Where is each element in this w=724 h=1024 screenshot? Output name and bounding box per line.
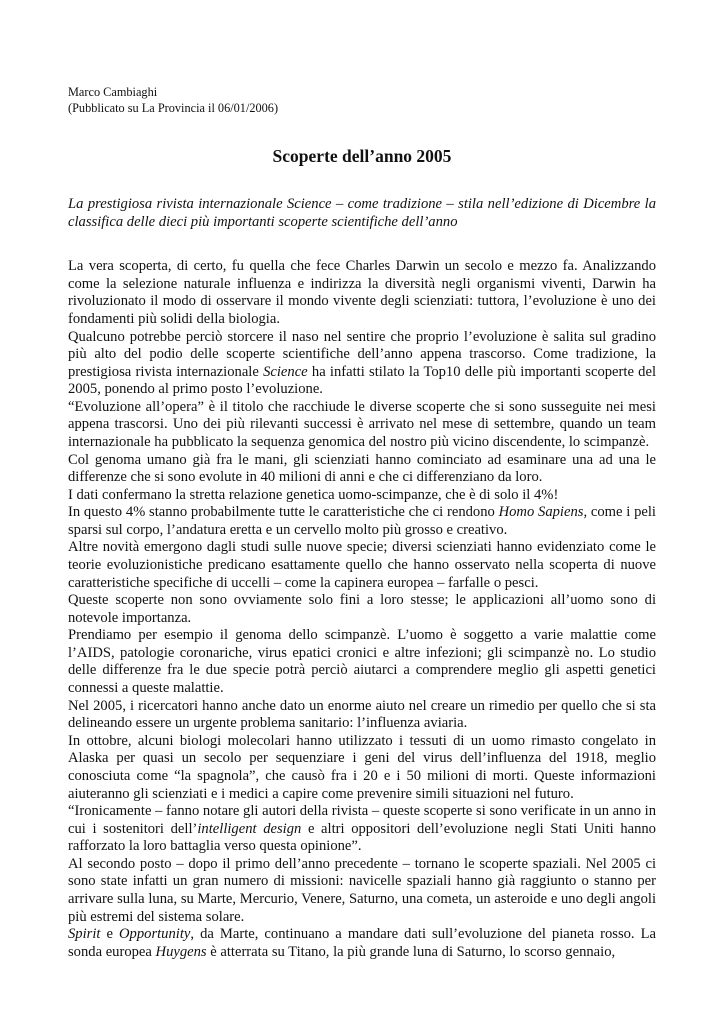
- paragraph: Altre novità emergono dagli studi sulle nuove specie; diversi scienziati hanno evidenziato come le teorie evoluzionistiche predicano esattamente quello che hanno osservato nella scoperta di nuove caratteristiche specifiche di uccelli – come la capinera europea – farfalle o pesci.: [68, 539, 656, 591]
- rover-name-spirit: Spirit: [68, 926, 101, 943]
- paragraph: Col genoma umano già fra le mani, gli scienziati hanno cominciato ad esaminare una ad una le differenze che si sono evolute in 40 milioni di anni e che ci differenziano da loro.: [68, 451, 656, 486]
- paragraph: Qualcuno potrebbe perciò storcere il naso nel sentire che proprio l’evoluzione è salita sul gradino più alto del podio delle scoperte scientifiche dell’anno appena trascorso. Come tradizione, la prestigiosa rivista internazionale Science ha infatti stilato la Top10 delle più importanti scoperte del 2005, ponendo al primo posto l’evoluzione.: [68, 328, 656, 398]
- document-page: [68, 84, 656, 961]
- probe-name-huygens: Huygens: [155, 943, 207, 960]
- publication-note: (Pubblicato su La Provincia il 06/01/2006): [68, 101, 279, 115]
- paragraph: “Ironicamente – fanno notare gli autori della rivista – queste scoperte si sono verificate in un anno in cui i sostenitori dell’intelligent design e altri oppositori dell’evoluzione negli Stati Uniti hanno rafforzato la loro battaglia verso questa opinione”.: [68, 803, 657, 855]
- paragraph: Al secondo posto – dopo il primo dell’anno precedente – tornano le scoperte spaziali. Nel 2005 ci sono state infatti un gran numero di missioni: navicelle spaziali hanno già raggiunto o stanno per arrivare sulla luna, su Marte, Mercurio, Venere, Saturno, una cometa, un asteroide e uno degli angoli più estremi del sistema solare.: [68, 855, 656, 925]
- paragraph: Prendiamo per esempio il genoma dello scimpanzè. L’uomo è soggetto a varie malattie come l’AIDS, patologie coronariche, virus epatici cronici e altre infezioni; gli scimpanzè no. Lo studio delle differenze fra le due specie potrà perciò aiutarci a comprendere meglio gli aspetti genetici connessi a queste malattie.: [68, 627, 656, 697]
- article-lead: La prestigiosa rivista internazionale Science – come tradizione – stila nell’edizione di Dicembre la classifica delle dieci più importanti scoperte scientifiche dell’anno: [68, 196, 656, 230]
- paragraph: In questo 4% stanno probabilmente tutte le caratteristiche che ci rendono Homo Sapiens, come i peli sparsi sul corpo, l’andatura eretta e un cervello molto più grosso e creativo.: [68, 504, 656, 538]
- paragraph: “Evoluzione all’opera” è il titolo che racchiude le diverse scoperte che si sono susseguite nei mesi appena trascorsi. Uno dei più rilevanti successi è arrivato nel mese di settembre, quando un team internazionale ha pubblicato la sequenza genomica del nostro più vicino discendente, lo scimpanzè.: [68, 398, 656, 450]
- author-name: Marco Cambiaghi: [68, 85, 158, 99]
- article-title: Scoperte dell’anno 2005: [272, 146, 452, 166]
- paragraph: Spirit e Opportunity, da Marte, continuano a mandare dati sull’evoluzione del pianeta rosso. La sonda europea Huygens è atterrata su Titano, la più grande luna di Saturno, lo scorso gennaio,: [68, 926, 657, 960]
- intelligent-design-term: intelligent design: [197, 820, 302, 837]
- rover-name-opportunity: Opportunity: [119, 926, 191, 943]
- paragraph: La vera scoperta, di certo, fu quella che fece Charles Darwin un secolo e mezzo fa. Analizzando come la selezione naturale influenza e indirizza la diversità negli organismi viventi, Darwin ha rivoluzionato il modo di osservare il mondo vivente degli scienziati: tuttora, l’evoluzione è uno dei fondamenti più solidi della biologia.: [68, 258, 656, 327]
- journal-name: Science: [263, 363, 308, 380]
- species-name: Homo Sapiens: [498, 504, 584, 521]
- paragraph: I dati confermano la stretta relazione genetica uomo-scimpanze, che è di solo il 4%!: [68, 486, 559, 503]
- paragraph: Nel 2005, i ricercatori hanno anche dato un enorme aiuto nel creare un rimedio per quello che si sta delineando essere un urgente problema sanitario: l’influenza aviaria.: [68, 697, 656, 732]
- paragraph: Queste scoperte non sono ovviamente solo fini a loro stesse; le applicazioni all’uomo sono di notevole importanza.: [68, 592, 656, 626]
- article-body: [68, 258, 656, 961]
- paragraph: In ottobre, alcuni biologi molecolari hanno utilizzato i tessuti di un uomo rimasto congelato in Alaska per quasi un secolo per sequenziare i geni del virus dell’influenza del 1918, meglio conosciuta come “la spagnola”, che causò fra i 20 e i 50 milioni di morti. Queste informazioni aiuteranno gli scienziati e i medici a capire come prevenire simili situazioni nel futuro.: [68, 732, 656, 802]
